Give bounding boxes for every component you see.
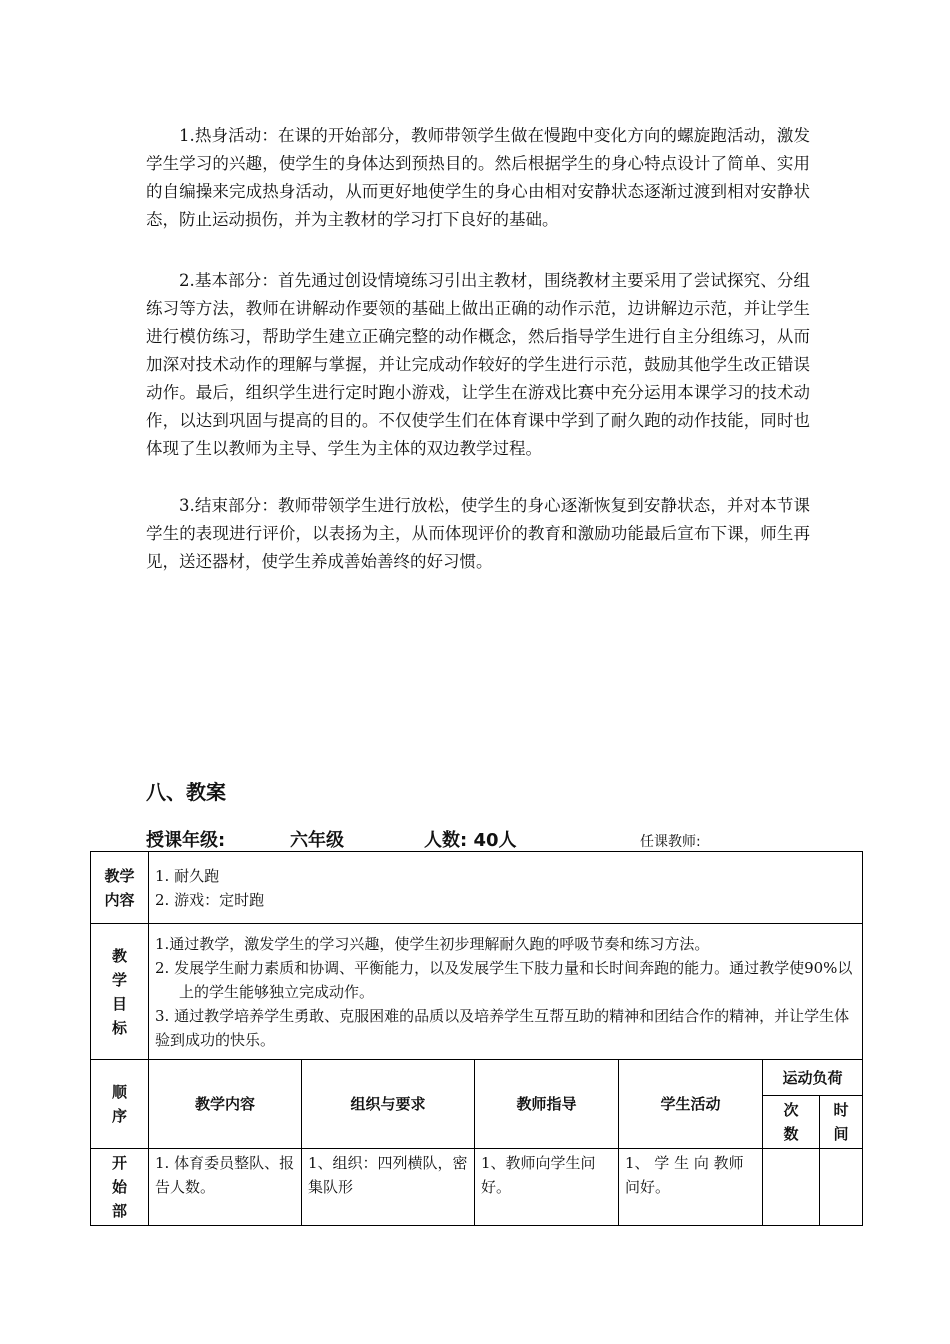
paragraph-ending-part: 3.结束部分：教师带领学生进行放松，使学生的身心逐渐恢复到安静状态，并对本节课学生的表现进行评价，以表扬为主，从而体现评价的教育和激励功能最后宣布下课，师生再见，送还器材，使学生养成善始善终的好习惯。 [146,496,810,571]
paragraph-basic-part: 2.基本部分：首先通过创设情境练习引出主教材，围绕教材主要采用了尝试探究、分组练习等方法，教师在讲解动作要领的基础上做出正确的动作示范，边讲解边示范，并让学生进行模仿练习，帮助学生建立正确完整的动作概念，然后指导学生进行自主分组练习，从而加深对技术动作的理解与掌握，并让完成动作较好的学生进行示范，鼓励其他学生改正错误动作。最后，组织学生进行定时跑小游戏，让学生在游戏比赛中充分运用本课学习的技术动作，以达到巩固与提高的目的。不仅使学生们在体育课中学到了耐久跑的动作技能，同时也体现了生以教师为主导、学生为主体的双边教学过程。 [146,271,810,458]
col-order: 顺 序 [91,1060,149,1149]
grade-label: 授课年级: [146,830,226,851]
col-organization: 组织与要求 [302,1060,475,1149]
lesson-plan-table [90,851,863,1226]
col-content: 教学内容 [149,1060,302,1149]
goals-list [149,924,863,1060]
content-list [149,852,863,924]
phase-cell: 开 始 部 [91,1149,149,1226]
goal-item: 3. 通过教学培养学生勇敢、克服困难的品质以及培养学生互帮互助的精神和团结合作的精神，并让学生体验到成功的快乐。 [155,1006,850,1049]
goal-item: 2. 发展学生耐力素质和协调、平衡能力，以及发展学生下肢力量和长时间奔跑的能力。通过教学使90%以上的学生能够独立完成动作。 [155,958,853,1001]
column-header-row [91,1060,863,1096]
col-teacher-guide: 教师指导 [475,1060,619,1149]
row-times [763,1149,820,1226]
goals-header: 教 学 目 标 [91,924,149,1060]
teacher-label: 任课教师: [640,834,701,850]
col-duration: 时 间 [820,1096,863,1149]
row-student: 1、 学 生 向 教师问好。 [619,1149,763,1226]
col-exercise-load: 运动负荷 [763,1060,863,1096]
content-header: 教学 内容 [91,852,149,924]
row-duration [820,1149,863,1226]
col-student-activity: 学生活动 [619,1060,763,1149]
content-item: 1. 耐久跑 [155,866,220,885]
goal-item: 1.通过教学，激发学生的学习兴趣，使学生初步理解耐久跑的呼吸节奏和练习方法。 [155,934,710,953]
table-row [91,1149,863,1226]
row-organization: 1、组织：四列横队，密集队形 [302,1149,475,1226]
col-times: 次 数 [763,1096,820,1149]
content-item: 2. 游戏：定时跑 [155,890,265,909]
goals-row [91,924,863,1060]
grade-value: 六年级 [290,830,344,851]
student-count: 人数: 40人 [424,830,517,851]
section-title: 八、教案 [146,780,226,804]
row-content: 1. 体育委员整队、报告人数。 [149,1149,302,1226]
paragraph-warmup: 1.热身活动：在课的开始部分，教师带领学生做在慢跑中变化方向的螺旋跑活动，激发学生学习的兴趣，使学生的身体达到预热目的。然后根据学生的身心特点设计了简单、实用的自编操来完成热身活动，从而更好地使学生的身心由相对安静状态逐渐过渡到相对安静状态，防止运动损伤，并为主教材的学习打下良好的基础。 [146,126,810,229]
row-teacher: 1、教师向学生问好。 [475,1149,619,1226]
content-row [91,852,863,924]
